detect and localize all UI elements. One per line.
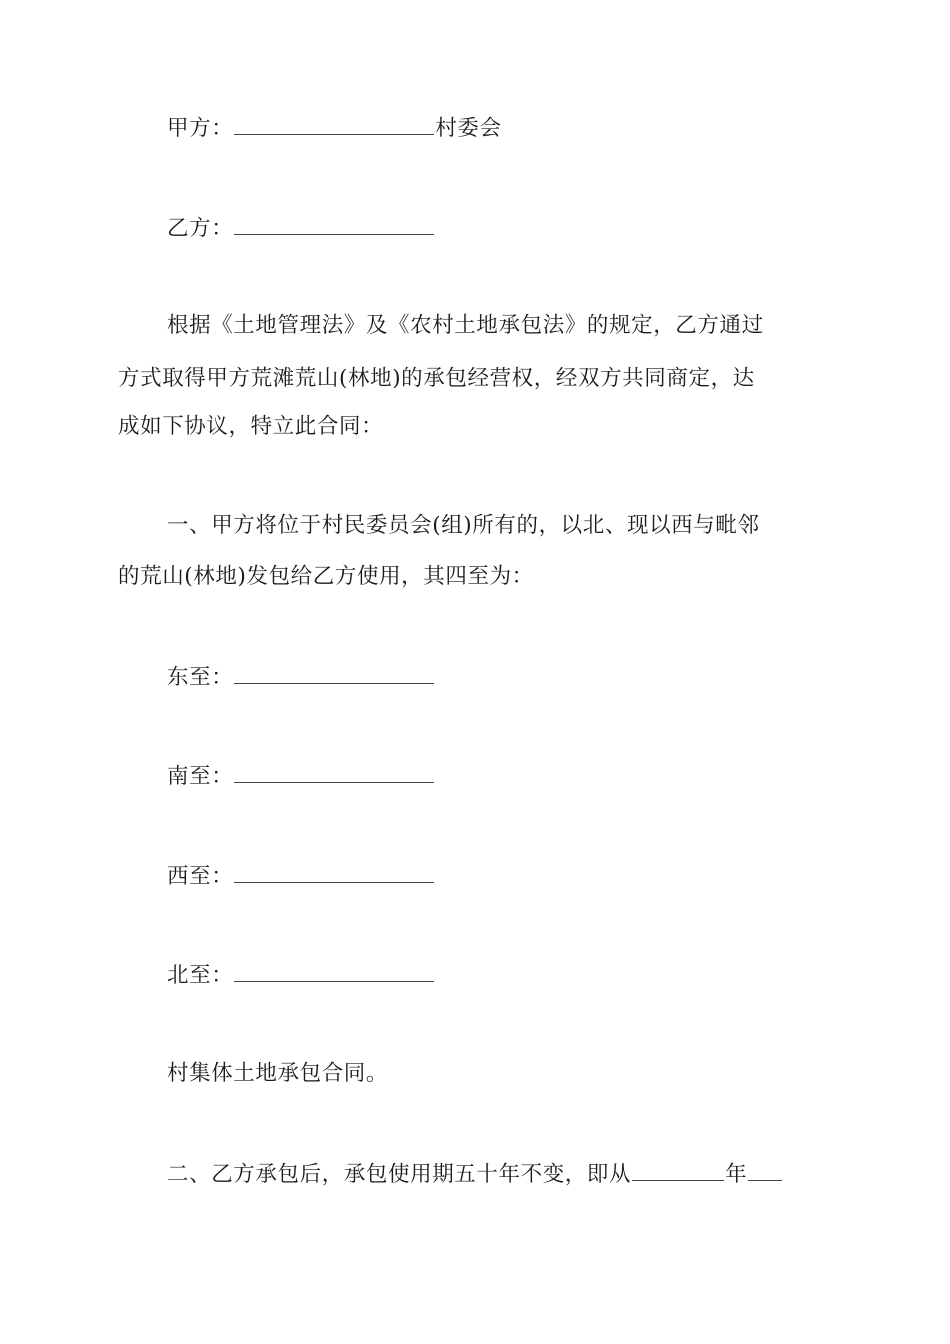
contract-title: 村集体土地承包合同。 (167, 1061, 389, 1086)
boundary-north-line (167, 960, 881, 990)
boundary-west-line (167, 861, 881, 891)
preamble-line-2: 方式取得甲方荒滩荒山(林地)的承包经营权，经双方共同商定，达 (118, 366, 755, 391)
boundary-west-label: 西至： (167, 864, 234, 889)
party-b-label: 乙方： (167, 216, 234, 241)
boundary-north-blank[interactable] (234, 960, 434, 982)
party-a-suffix: 村委会 (435, 116, 502, 141)
boundary-north-label: 北至： (167, 963, 234, 988)
boundary-south-label: 南至： (167, 764, 234, 789)
party-b-line (167, 213, 881, 243)
boundary-east-line (167, 662, 881, 692)
clause2-text: 二、乙方承包后，承包使用期五十年不变，即从 (167, 1162, 632, 1187)
party-a-label: 甲方： (167, 116, 234, 141)
boundary-south-line (167, 761, 881, 791)
clause2-year-blank[interactable] (632, 1159, 724, 1181)
party-a-blank[interactable] (234, 113, 434, 135)
boundary-south-blank[interactable] (234, 761, 434, 783)
boundary-east-label: 东至： (167, 665, 234, 690)
preamble-line-3: 成如下协议，特立此合同： (118, 414, 384, 439)
clause2-line (167, 1159, 881, 1189)
boundary-west-blank[interactable] (234, 861, 434, 883)
clause2-month-blank[interactable] (748, 1159, 782, 1181)
party-a-line (167, 113, 881, 143)
preamble-line-1: 根据《土地管理法》及《农村土地承包法》的规定，乙方通过 (167, 313, 764, 338)
party-b-blank[interactable] (234, 213, 434, 235)
clause1-line-1: 一、甲方将位于村民委员会(组)所有的，以北、现以西与毗邻 (167, 513, 760, 538)
clause2-year-label: 年 (725, 1162, 748, 1187)
clause1-line-2: 的荒山(林地)发包给乙方使用，其四至为： (118, 564, 534, 589)
boundary-east-blank[interactable] (234, 662, 434, 684)
